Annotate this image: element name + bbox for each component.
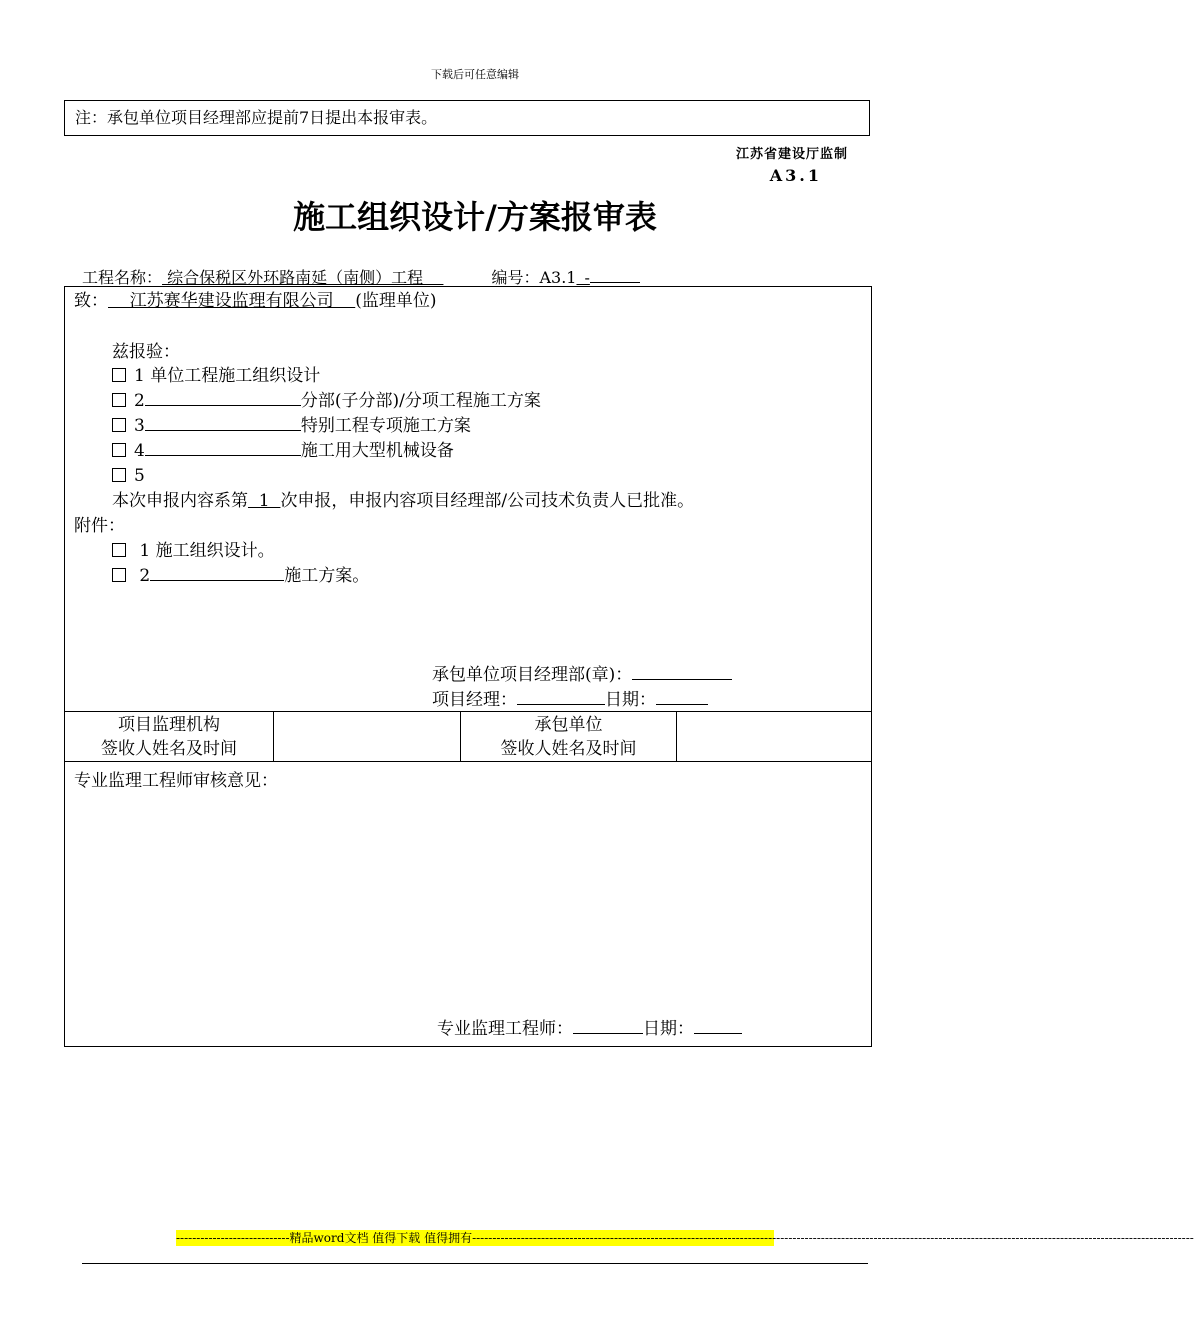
declaration-before: 本次申报内容系第 — [112, 491, 248, 511]
contractor-receipt-label — [461, 713, 676, 761]
divider-receipt-bottom — [65, 761, 871, 762]
contractor-label-line-1: 承包单位 — [534, 715, 603, 735]
attachment-2[interactable] — [112, 564, 369, 588]
engineer-name-blank[interactable] — [573, 1017, 643, 1034]
footer-divider — [82, 1263, 868, 1264]
engineer-date-label: 日期： — [643, 1019, 694, 1039]
engineer-sign-line — [437, 1017, 742, 1041]
issuer-label: 江苏省建设厅监制 — [735, 147, 848, 162]
addressee-suffix: (监理单位) — [355, 291, 437, 311]
declaration-count[interactable]: 1 — [248, 491, 281, 511]
review-opinion-area[interactable] — [74, 797, 862, 997]
contractor-dept-label: 承包单位项目经理部(章)： — [432, 665, 633, 685]
supervision-receipt-field[interactable] — [274, 712, 460, 761]
form-code: A3.1 — [769, 166, 822, 185]
option-3-checkbox[interactable] — [112, 418, 126, 432]
option-4[interactable] — [112, 439, 454, 463]
form-number-value[interactable]: _- — [576, 268, 590, 287]
contractor-receipt-field[interactable] — [677, 712, 871, 761]
project-manager-blank[interactable] — [517, 688, 605, 705]
attachment-2-blank[interactable] — [150, 564, 284, 581]
attachment-1-checkbox[interactable] — [112, 543, 126, 557]
option-1-checkbox[interactable] — [112, 368, 126, 382]
form-number-label: 编号：A3.1 — [491, 268, 577, 287]
option-5-number: 5 — [134, 466, 145, 486]
project-name-value[interactable]: 综合保税区外环路南延（南侧）工程 — [162, 268, 444, 287]
declaration-after: 次申报，申报内容项目经理部/公司技术负责人已批准。 — [280, 491, 695, 511]
contractor-manager-sign — [432, 688, 708, 712]
engineer-label: 专业监理工程师： — [437, 1019, 573, 1039]
attachments-label: 附件： — [74, 516, 125, 536]
attachment-2-number: 2 — [139, 566, 151, 586]
contractor-date-label: 日期： — [605, 690, 656, 710]
review-label: 专业监理工程师审核意见： — [74, 771, 278, 791]
option-1[interactable] — [112, 364, 320, 388]
option-3[interactable] — [112, 414, 471, 438]
contractor-date-blank[interactable] — [656, 688, 708, 705]
option-4-checkbox[interactable] — [112, 443, 126, 457]
attachment-2-checkbox[interactable] — [112, 568, 126, 582]
project-name-label: 工程名称： — [82, 268, 163, 287]
option-4-number: 4 — [134, 441, 145, 461]
contractor-dept-sign — [432, 663, 732, 687]
project-manager-label: 项目经理： — [432, 690, 517, 710]
supervision-label-line-2: 签收人姓名及时间 — [101, 739, 237, 759]
project-line — [82, 265, 640, 288]
option-4-label: 施工用大型机械设备 — [300, 441, 454, 461]
notice-box: 注：承包单位项目经理部应提前7日提出本报审表。 — [64, 100, 870, 136]
option-1-label: 单位工程施工组织设计 — [150, 366, 321, 386]
supervision-label-line-1: 项目监理机构 — [118, 715, 220, 735]
option-2-checkbox[interactable] — [112, 393, 126, 407]
option-5-checkbox[interactable] — [112, 468, 126, 482]
page-title: 施工组织设计/方案报审表 — [293, 198, 657, 236]
attachment-1-label: 施工组织设计。 — [155, 541, 275, 561]
contractor-seal-blank[interactable] — [632, 663, 732, 680]
submit-label: 兹报验： — [112, 342, 180, 362]
addressee-name[interactable]: 江苏赛华建设监理有限公司 — [108, 291, 356, 311]
option-1-number: 1 — [134, 366, 145, 386]
contractor-label-line-2: 签收人姓名及时间 — [500, 739, 637, 759]
engineer-date-blank[interactable] — [694, 1017, 742, 1034]
option-2[interactable] — [112, 389, 541, 413]
form-number-blank[interactable] — [590, 266, 640, 283]
declaration-line — [112, 489, 694, 513]
attachment-1[interactable] — [112, 539, 275, 563]
top-note: 下载后可任意编辑 — [431, 68, 519, 81]
option-4-blank[interactable] — [145, 439, 301, 456]
option-2-number: 2 — [134, 391, 145, 411]
attachment-2-label: 施工方案。 — [284, 566, 370, 586]
option-2-blank[interactable] — [145, 389, 301, 406]
option-3-label: 特别工程专项施工方案 — [300, 416, 471, 436]
addressee-line — [74, 289, 437, 313]
addressee-prefix: 致： — [74, 291, 108, 311]
footer-banner: ----------------------------精品word文档 值得下载 值得拥有---------------------------------------------------------------------------------------------------------------------------------------------------------------------------------- — [176, 1231, 1194, 1245]
supervision-receipt-label — [65, 713, 273, 761]
option-5[interactable] — [112, 464, 145, 488]
attachment-1-number: 1 — [139, 541, 151, 561]
option-3-number: 3 — [134, 416, 145, 436]
option-3-blank[interactable] — [145, 414, 301, 431]
option-2-label: 分部(子分部)/分项工程施工方案 — [300, 391, 541, 411]
form-table — [64, 286, 872, 1047]
